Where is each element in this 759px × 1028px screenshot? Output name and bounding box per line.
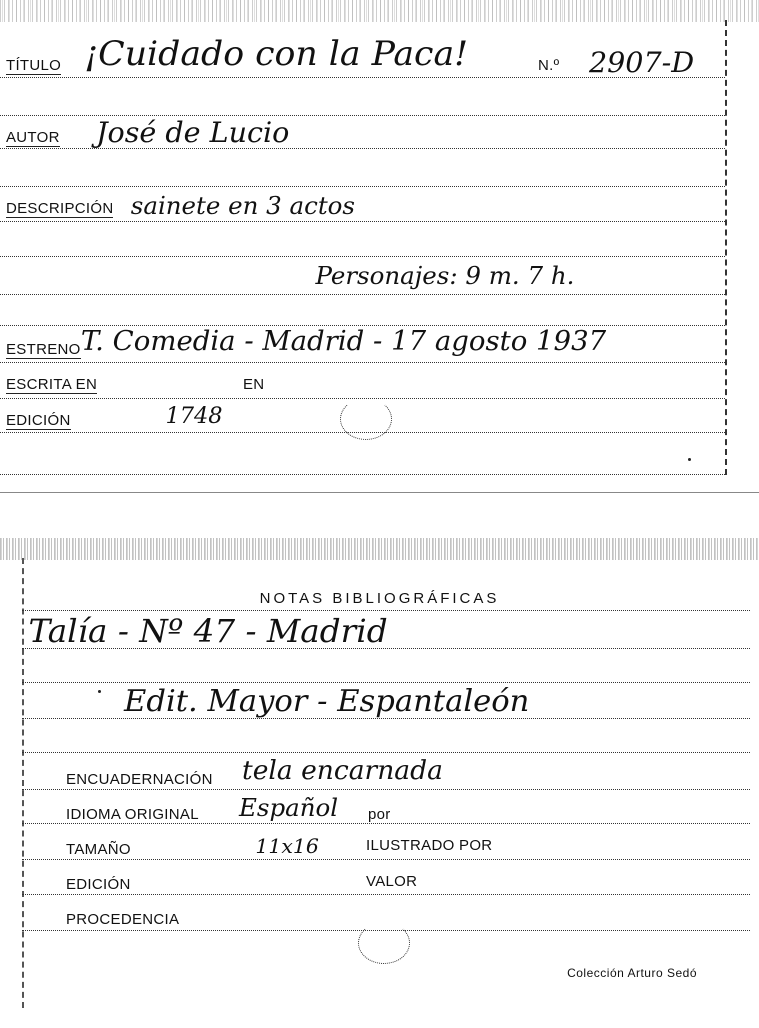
card-right-border (725, 20, 727, 475)
notas-heading: NOTAS BIBLIOGRÁFICAS (259, 590, 500, 607)
rule-line (22, 789, 750, 790)
descripcion-value: sainete en 3 actos (130, 192, 355, 220)
rule-line (0, 221, 725, 222)
note-line-1: Talía - Nº 47 - Madrid (28, 612, 388, 650)
catalog-card-bottom (0, 538, 759, 1028)
edicion-value: 1748 (165, 404, 223, 429)
en-label: EN (243, 376, 265, 393)
rule-line (22, 823, 750, 824)
idioma-original-label: IDIOMA ORIGINAL (66, 806, 199, 823)
ink-dot (98, 690, 101, 693)
ilustrado-por-label: ILUSTRADO POR (366, 837, 493, 854)
tamano-value: 11x16 (255, 834, 319, 858)
card-left-border (22, 558, 24, 1008)
estreno-label: ESTRENO (6, 341, 81, 358)
procedencia-label: PROCEDENCIA (66, 911, 180, 928)
autor-value: José de Lucio (96, 116, 290, 149)
edicion-label: EDICIÓN (6, 412, 71, 429)
rule-line (0, 362, 725, 363)
ink-dot (688, 458, 691, 461)
collection-credit: Colección Arturo Sedó (567, 966, 697, 980)
estreno-value: T. Comedia - Madrid - 17 agosto 1937 (80, 326, 607, 357)
rule-line (22, 682, 750, 683)
rule-line (0, 474, 725, 475)
titulo-label: TÍTULO (6, 57, 62, 74)
rule-line (0, 186, 725, 187)
rule-line (22, 752, 750, 753)
rule-line (22, 859, 750, 860)
titulo-value: ¡Cuidado con la Paca! (84, 34, 469, 74)
encuadernacion-value: tela encarnada (242, 756, 443, 786)
note-line-2: Edit. Mayor - Espantaleón (124, 684, 530, 719)
edicion-label: EDICIÓN (66, 876, 131, 893)
punch-hole (340, 398, 392, 440)
descripcion-label: DESCRIPCIÓN (6, 200, 114, 217)
por-label: por (368, 806, 391, 823)
scan-edge-noise (0, 0, 759, 22)
numero-label: N.º (538, 57, 560, 74)
scan-edge-noise (0, 538, 759, 560)
escrita-en-label: ESCRITA EN (6, 376, 98, 393)
tamano-label: TAMAÑO (66, 841, 131, 858)
valor-label: VALOR (366, 873, 418, 890)
numero-value: 2907-D (588, 46, 695, 79)
punch-hole (358, 922, 410, 964)
card-separator (0, 492, 759, 493)
idioma-original-value: Español (239, 794, 339, 822)
catalog-card-top (0, 0, 759, 492)
rule-line (0, 294, 725, 295)
rule-line (0, 256, 725, 257)
rule-line (22, 610, 750, 611)
personajes-value: Personajes: 9 m. 7 h. (315, 262, 575, 290)
rule-line (22, 894, 750, 895)
encuadernacion-label: ENCUADERNACIÓN (66, 771, 213, 788)
autor-label: AUTOR (6, 129, 60, 146)
